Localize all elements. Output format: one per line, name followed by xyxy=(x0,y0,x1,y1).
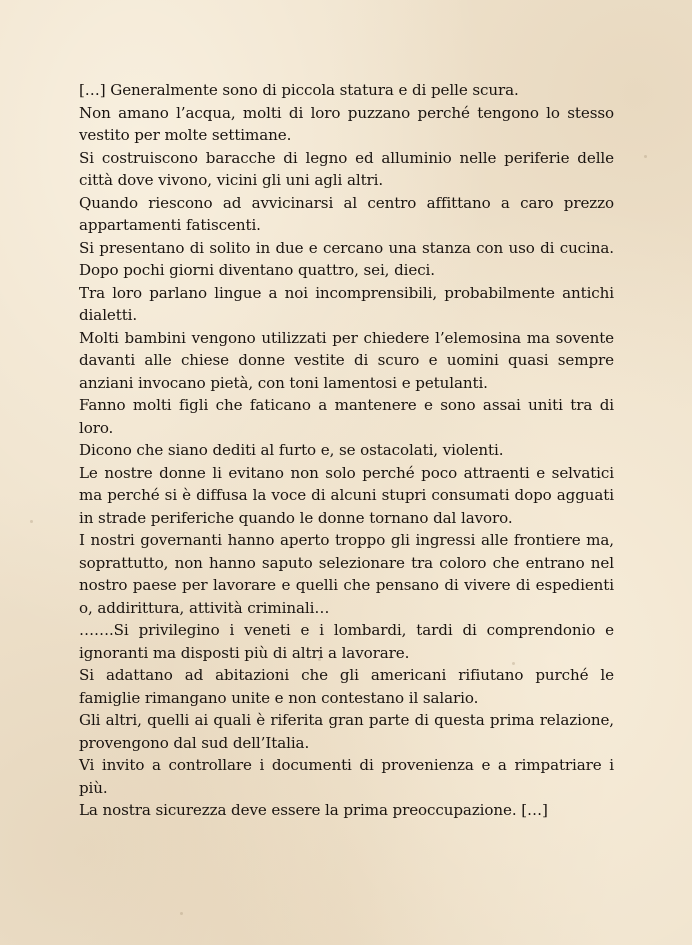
paragraph: Non amano l’acqua, molti di loro puzzano perché tengono lo stesso vestito per molte settimane. xyxy=(79,103,614,144)
paper-speck xyxy=(644,155,647,158)
paragraph: […] Generalmente sono di piccola statura e di pelle scura. xyxy=(79,81,519,99)
paper-speck xyxy=(180,912,183,915)
paragraph: Molti bambini vengono utilizzati per chiedere l’elemosina ma sovente davanti alle chiese donne vestite di scuro e uomini quasi sempre anziani invocano pietà, con toni lamentosi e petulanti. xyxy=(79,328,614,392)
paragraph: La nostra sicurezza deve essere la prima preoccupazione. […] xyxy=(79,801,548,819)
paper-speck xyxy=(30,520,33,523)
paragraph: Tra loro parlano lingue a noi incomprensibili, probabilmente antichi dialetti. xyxy=(79,283,614,324)
paragraph: Si presentano di solito in due e cercano una stanza con uso di cucina. Dopo pochi giorni diventano quattro, sei, dieci. xyxy=(79,238,614,279)
paragraph: Quando riescono ad avvicinarsi al centro affittano a caro prezzo appartamenti fatiscenti. xyxy=(79,193,614,234)
paragraph: Fanno molti figli che faticano a mantenere e sono assai uniti tra di loro. xyxy=(79,396,614,437)
paragraph: Dicono che siano dediti al furto e, se ostacolati, violenti. xyxy=(79,441,504,459)
paragraph: Le nostre donne li evitano non solo perché poco attraenti e selvatici ma perché si è diffusa la voce di alcuni stupri consumati dopo agguati in strade periferiche quando le donne tornano dal lavoro. xyxy=(79,463,614,527)
paragraph: …….Si privilegino i veneti e i lombardi, tardi di comprendonio e ignoranti ma disposti più di altri a lavorare. xyxy=(79,621,614,662)
paragraph: Si costruiscono baracche di legno ed alluminio nelle periferie delle città dove vivono, vicini gli uni agli altri. xyxy=(79,148,614,189)
paragraph: Gli altri, quelli ai quali è riferita gran parte di questa prima relazione, provengono dal sud dell’Italia. xyxy=(79,711,614,752)
paragraph: Si adattano ad abitazioni che gli americani rifiutano purché le famiglie rimangano unite e non contestano il salario. xyxy=(79,666,614,707)
paragraph: I nostri governanti hanno aperto troppo gli ingressi alle frontiere ma, soprattutto, non hanno saputo selezionare tra coloro che entrano nel nostro paese per lavorare e quelli che pensano di vivere di espedienti o, addirittura, attività criminali… xyxy=(79,531,614,617)
paragraph: Vi invito a controllare i documenti di provenienza e a rimpatriare i più. xyxy=(79,756,614,797)
document-text xyxy=(79,79,614,822)
